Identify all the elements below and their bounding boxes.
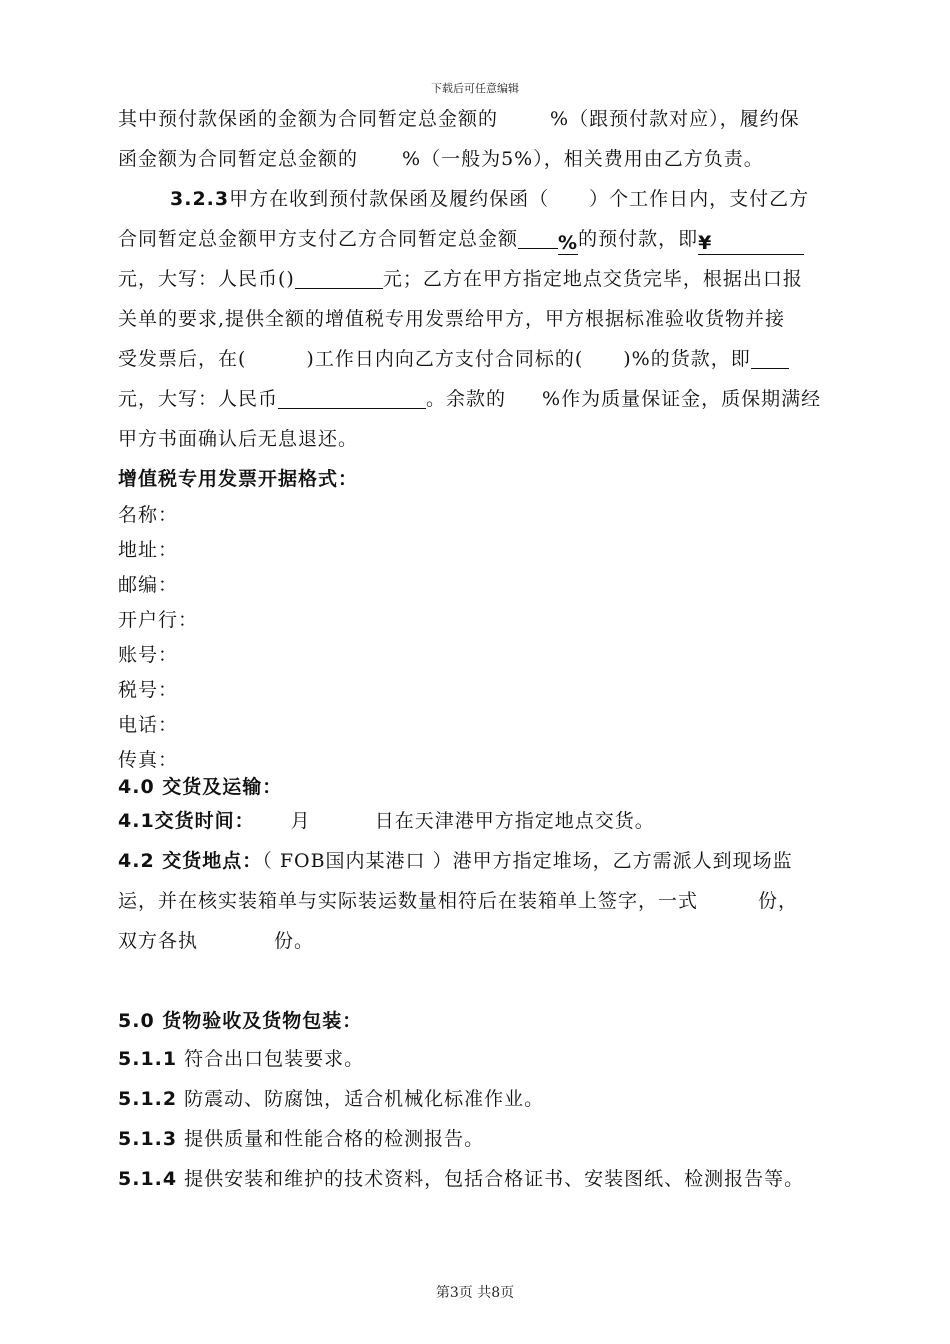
invoice-field-bank: 开户行： <box>118 609 199 631</box>
text: 运，并在核实装箱单与实际装运数量相符后在装箱单上签字，一式 <box>118 890 699 912</box>
text: 日在天津港甲方指定地点交货。 <box>374 810 655 832</box>
text: 月 <box>290 810 311 832</box>
invoice-field-account: 账号： <box>118 644 179 666</box>
clause-42-line-2 <box>118 886 798 913</box>
text: 甲方书面确认后无息退还。 <box>118 428 359 450</box>
item-number: 5.1.4 <box>118 1168 178 1190</box>
invoice-field-tax-id: 税号： <box>118 679 179 701</box>
list-item <box>118 1164 804 1191</box>
clause-323-line-1 <box>170 184 809 211</box>
clause-323-line-6 <box>118 384 821 411</box>
text: 的预付款，即 <box>578 228 699 250</box>
clause-42-line-1 <box>118 846 793 873</box>
clause-number: 3.2.3 <box>170 188 230 210</box>
text: 元；乙方在甲方指定地点交货完毕，根据出口报 <box>382 268 803 290</box>
section-4-title: 4.0 交货及运输： <box>118 776 283 798</box>
text: 关单的要求,提供全额的增值税专用发票给甲方，甲方根据标准验收货物并接 <box>118 308 786 330</box>
section-5-title: 5.0 货物验收及货物包装： <box>118 1010 363 1032</box>
invoice-field-address: 地址： <box>118 539 179 561</box>
clause-label: 4.2 交货地点： <box>118 850 263 872</box>
text: 。余款的 <box>426 388 507 410</box>
item-number: 5.1.2 <box>118 1088 178 1110</box>
item-text: 防震动、防腐蚀，适合机械化标准作业。 <box>184 1088 545 1110</box>
invoice-field-postcode: 邮编： <box>118 574 179 596</box>
text: 函金额为合同暂定总金额的 <box>118 148 359 170</box>
text: （ FOB国内某港口 ）港甲方指定堆场，乙方需派人到现场监 <box>262 850 793 872</box>
text: 其中预付款保函的金额为合同暂定总金额的 <box>118 108 499 130</box>
clause-41 <box>118 806 655 833</box>
list-item <box>118 1044 364 1071</box>
text: 合同暂定总金额甲方支付乙方合同暂定总金额 <box>118 228 519 250</box>
header-note: 下载后可任意编辑 <box>431 82 519 95</box>
clause-323-line-3 <box>118 264 803 291</box>
text: 元，大写：人民币() <box>118 268 295 290</box>
clause-323-line-2 <box>118 224 804 255</box>
text: 甲方在收到预付款保函及履约保函（ ）个工作日内，支付乙方 <box>229 188 810 210</box>
guarantee-line-1 <box>118 104 800 131</box>
text: 双方各执 <box>118 930 199 952</box>
invoice-field-phone: 电话： <box>118 714 179 736</box>
invoice-field-fax: 传真： <box>118 749 179 771</box>
item-text: 提供安装和维护的技术资料，包括合格证书、安装图纸、检测报告等。 <box>184 1168 805 1190</box>
invoice-field-name: 名称： <box>118 504 179 526</box>
text: 份。 <box>274 930 315 952</box>
text: 元，大写：人民币 <box>118 388 279 410</box>
clause-42-line-3 <box>118 926 314 953</box>
amount-blank: ¥ <box>698 232 804 255</box>
guarantee-line-2 <box>118 144 764 171</box>
text: 份， <box>758 890 799 912</box>
text: %（跟预付款对应），履约保 <box>550 108 800 130</box>
item-number: 5.1.3 <box>118 1128 178 1150</box>
item-number: 5.1.1 <box>118 1048 178 1070</box>
list-item <box>118 1084 544 1111</box>
text: %（一般为5%），相关费用由乙方负责。 <box>402 148 764 170</box>
page-number: 第3页 共8页 <box>435 1285 515 1301</box>
list-item <box>118 1124 484 1151</box>
invoice-format-title: 增值税专用发票开据格式： <box>118 468 359 490</box>
text: %作为质量保证金，质保期满经 <box>542 388 822 410</box>
clause-label: 4.1交货时间： <box>118 810 255 832</box>
item-text: 提供质量和性能合格的检测报告。 <box>184 1128 485 1150</box>
percent-blank: % <box>558 232 579 254</box>
item-text: 符合出口包装要求。 <box>184 1048 365 1070</box>
clause-323-line-7 <box>118 424 358 451</box>
text: 受发票后，在( )工作日内向乙方支付合同标的( )%的货款，即 <box>118 348 751 370</box>
clause-323-line-5 <box>118 344 789 371</box>
clause-323-line-4 <box>118 304 785 331</box>
